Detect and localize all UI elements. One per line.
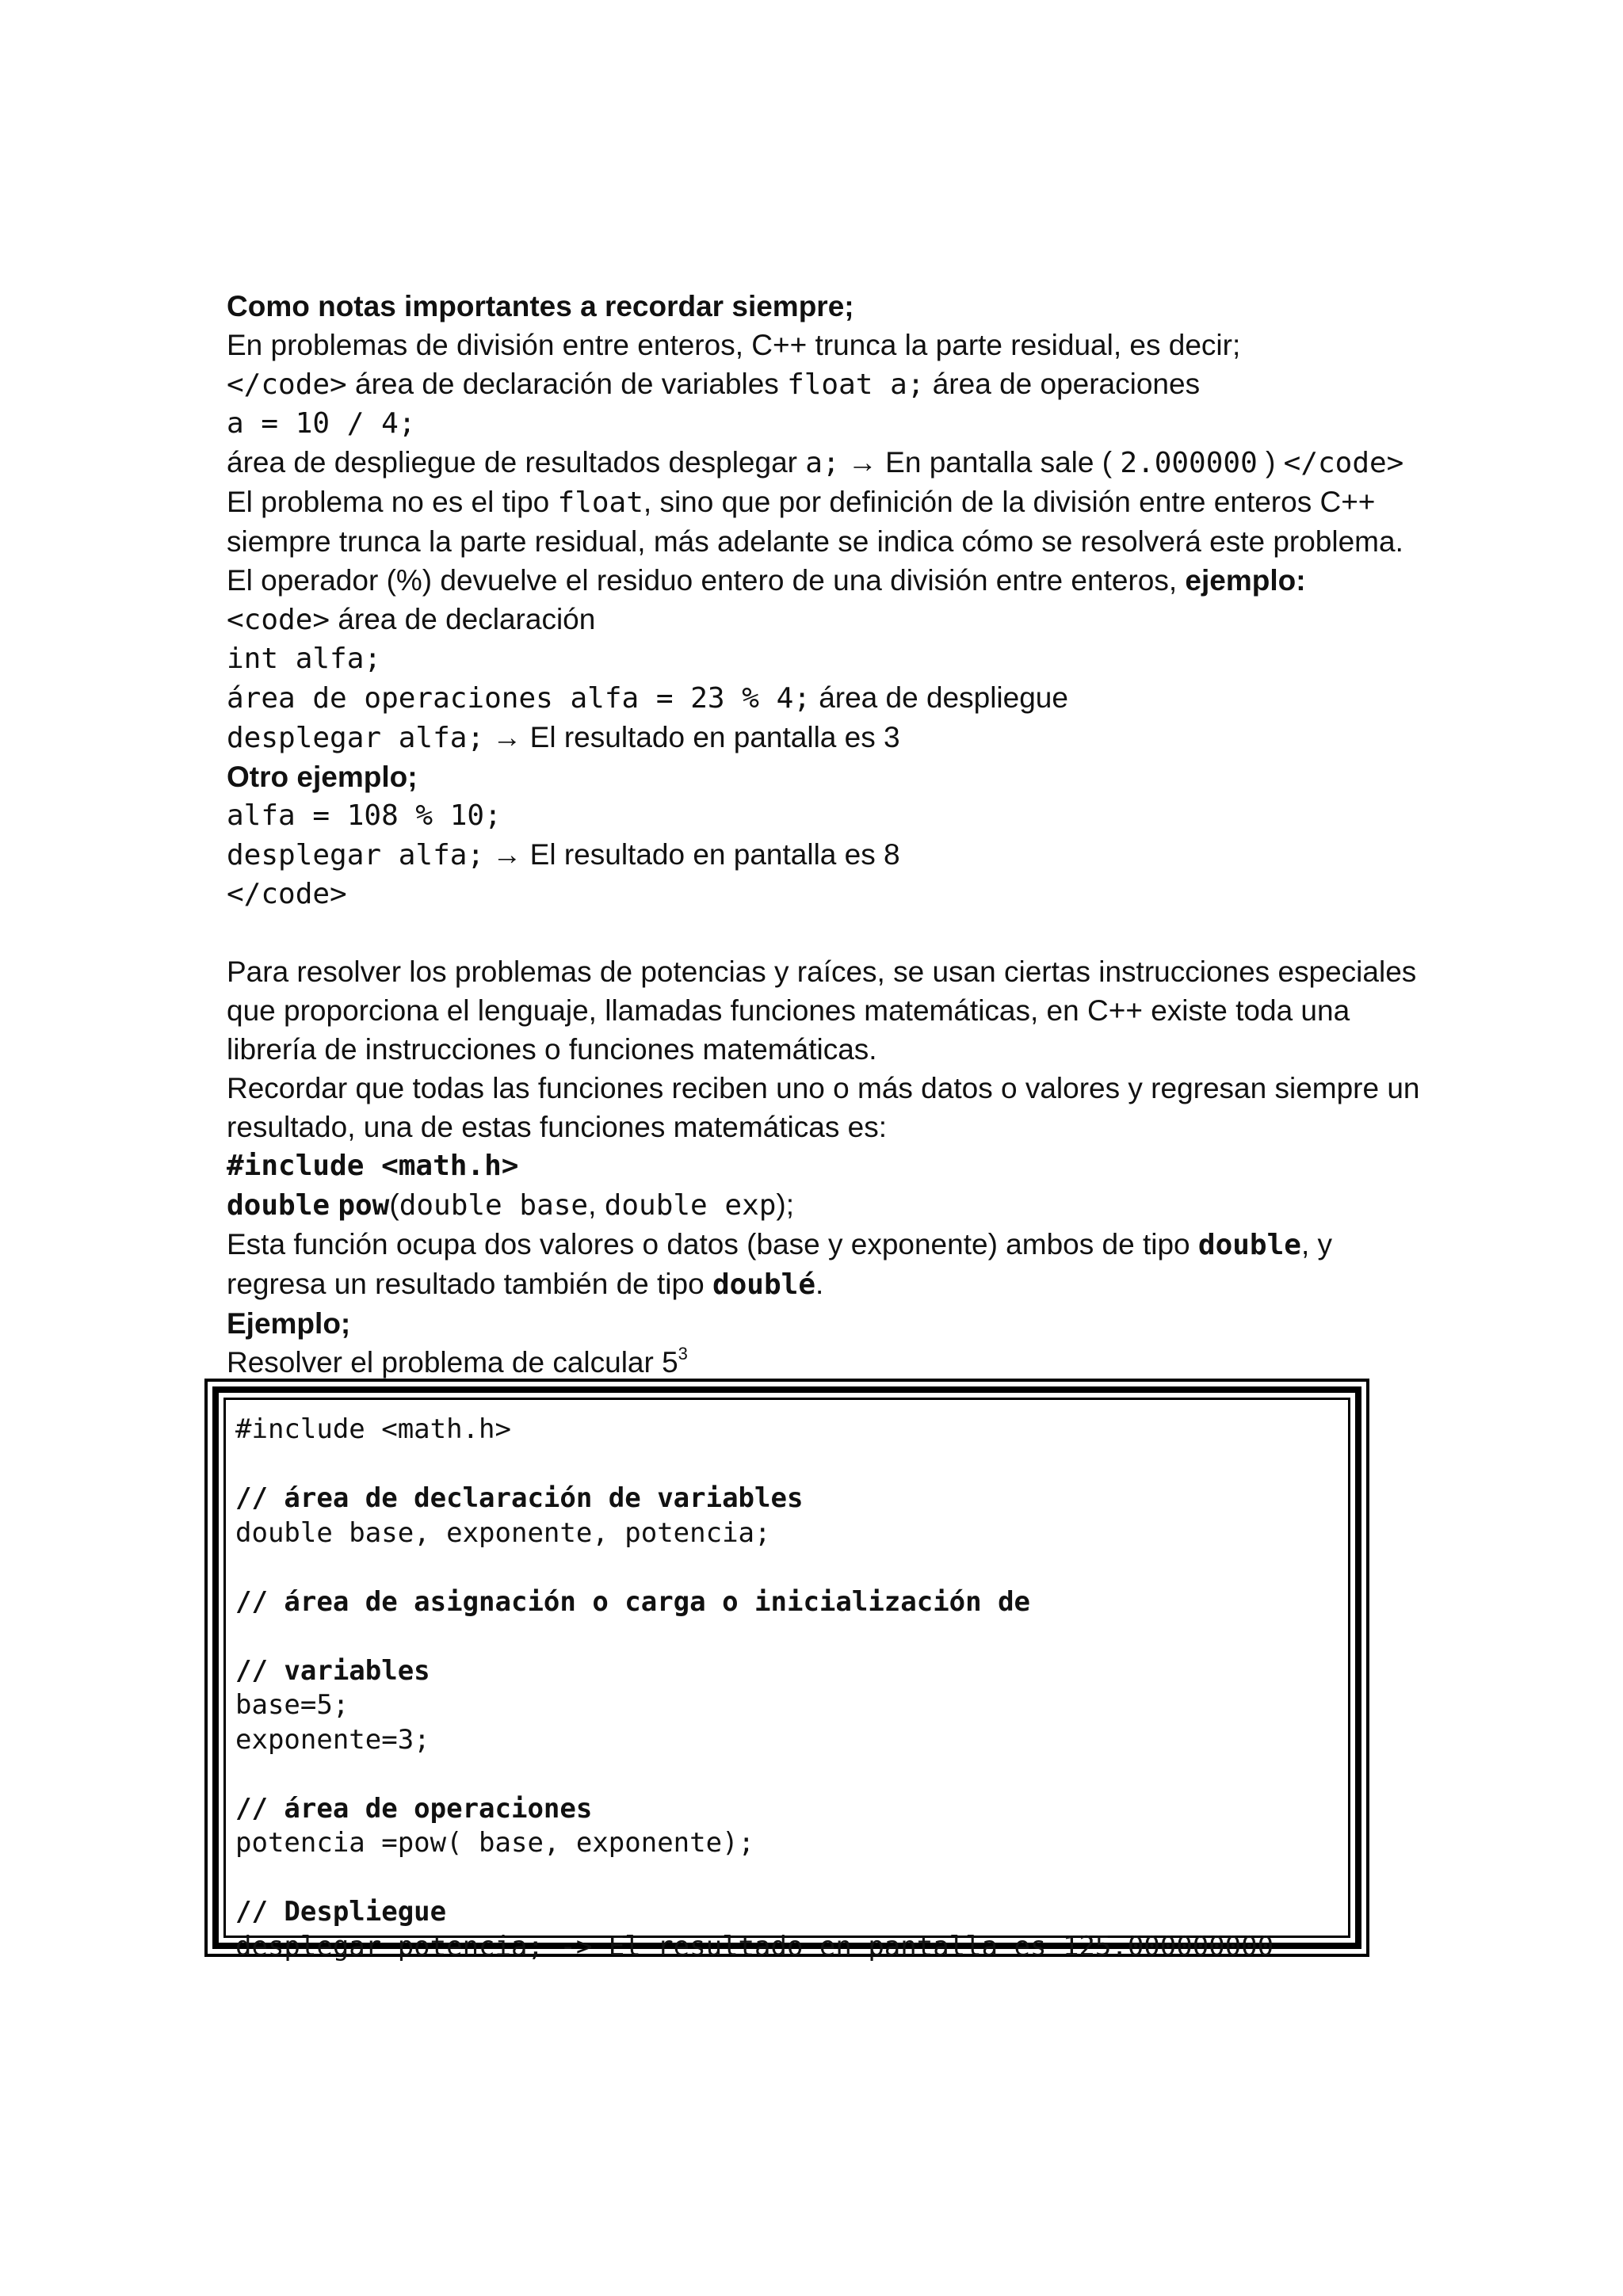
code-line: base=5; (235, 1689, 349, 1721)
code-line (235, 1447, 1274, 1482)
notes-line: siempre trunca la parte residual, más adelante se indica cómo se resolverá este problema. (227, 525, 1403, 558)
notes-code-line: a = 10 / 4; (227, 407, 416, 440)
notes-line: El operador (%) devuelve el residuo entero de una división entre enteros, ejemplo: (227, 564, 1306, 597)
notes-code-line: alfa = 108 % 10; (227, 799, 502, 832)
notes-line: En problemas de división entre enteros, C++ trunca la parte residual, es decir; (227, 329, 1241, 361)
notes-code-line: </code> (227, 878, 347, 910)
math-paragraph-line: librería de instrucciones o funciones matemáticas. (227, 1033, 877, 1066)
code-line: // variables (235, 1654, 430, 1687)
code-box-border (212, 1386, 1361, 1962)
code-line: // área de declaración de variables (235, 1482, 804, 1514)
function-signature: double pow(double base, double exp); (227, 1188, 795, 1222)
example-problem: Resolver el problema de calcular $5^3$ (227, 1344, 688, 1379)
code-line (235, 1861, 1274, 1896)
code-line (235, 1757, 1274, 1792)
include-directive: #include <math.h> (227, 1150, 519, 1182)
function-description: regresa un resultado también de tipo doublé. (227, 1268, 824, 1301)
math-paragraph-line: Para resolver los problemas de potencias y raíces, se usan ciertas instrucciones especiales (227, 955, 1417, 988)
function-description: Esta función ocupa dos valores o datos (base y exponente) ambos de tipo double, y (227, 1228, 1332, 1261)
code-box-frame (223, 1398, 1350, 1962)
notes-line: El problema no es el tipo float, sino que por definición de la división entre enteros C++ (227, 486, 1376, 519)
code-line: desplegar potencia; -> El resultado en pantalla es 125.000000000 (235, 1930, 1274, 1962)
code-line: // Despliegue (235, 1896, 447, 1928)
notes-subheading: Otro ejemplo; (227, 761, 418, 793)
notes-line: desplegar alfa; → El resultado en pantalla es 3 (227, 721, 900, 754)
notes-line: <code> área de declaración (227, 603, 596, 636)
code-line (235, 1550, 1274, 1585)
notes-code-line: int alfa; (227, 643, 382, 675)
code-line: // área de operaciones (235, 1792, 593, 1825)
math-paragraph-line: Recordar que todas las funciones reciben uno o más datos o valores y regresan siempre un (227, 1072, 1420, 1104)
math-paragraph-line: que proporciona el lenguaje, llamadas funciones matemáticas, en C++ existe toda una (227, 994, 1350, 1027)
code-line: exponente=3; (235, 1723, 430, 1756)
code-line: potencia =pow( base, exponente); (235, 1827, 755, 1859)
notes-line: desplegar alfa; → El resultado en pantalla es 8 (227, 838, 900, 871)
notes-line: área de despliegue de resultados desplegar a; → En pantalla sale ( 2.000000 ) </code> (227, 446, 1404, 479)
notes-heading: Como notas importantes a recordar siempre; (227, 290, 854, 322)
notes-line: </code> área de declaración de variables float a; área de operaciones (227, 368, 1201, 401)
example-heading: Ejemplo; (227, 1307, 351, 1340)
math-paragraph-line: resultado, una de estas funciones matemáticas es: (227, 1111, 887, 1143)
code-line (235, 1619, 1274, 1654)
code-line: // área de asignación o carga o inicialización de (235, 1585, 1031, 1618)
code-listing (226, 1413, 1274, 1964)
code-box (204, 1379, 1369, 1962)
code-line: double base, exponente, potencia; (235, 1516, 771, 1549)
code-line: #include <math.h> (235, 1413, 511, 1445)
document-body (227, 287, 1420, 1382)
notes-line: área de operaciones alfa = 23 % 4; área de despliegue (227, 681, 1068, 715)
